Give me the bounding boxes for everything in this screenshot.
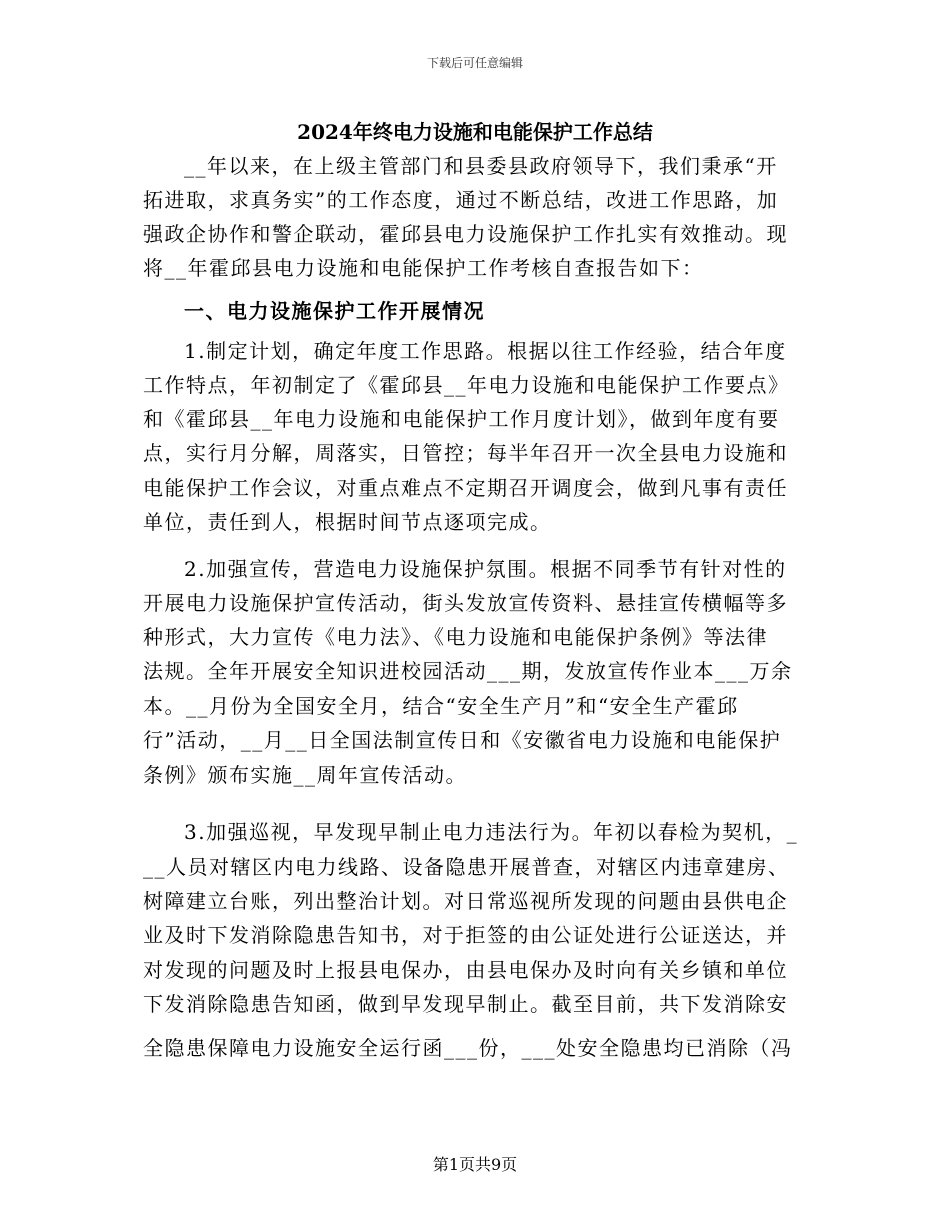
- paragraph-line: 对发现的问题及时上报县电保办，由县电保办及时向有关乡镇和单位: [143, 958, 788, 982]
- paragraph-line: 业及时下发消除隐患告知书，对于拒签的由公证处进行公证送达，并: [143, 923, 788, 947]
- paragraph-line: 法规。全年开展安全知识进校园活动___期，发放宣传作业本___万余: [143, 659, 793, 683]
- paragraph-line: 本。__月份为全国安全月，结合“安全生产月”和“安全生产霍邱: [143, 694, 739, 718]
- paragraph-line: 1.制定计划，确定年度工作思路。根据以往工作经验，结合年度: [184, 339, 787, 363]
- paragraph-line: 条例》颁布实施__周年宣传活动。: [143, 763, 467, 787]
- paragraph-line: __年以来，在上级主管部门和县委县政府领导下，我们秉承“开: [184, 154, 778, 178]
- paragraph-line: 开展电力设施保护宣传活动，街头发放宣传资料、悬挂宣传横幅等多: [143, 591, 788, 615]
- paragraph-line: 单位，责任到人，根据时间节点逐项完成。: [143, 510, 552, 534]
- paragraph-line: 和《霍邱县__年电力设施和电能保护工作月度计划》，做到年度有要: [143, 407, 780, 431]
- paragraph-line: 将__年霍邱县电力设施和电能保护工作考核自查报告如下：: [143, 256, 704, 280]
- paragraph-line: 种形式，大力宣传《电力法》、《电力设施和电能保护条例》等法律: [143, 625, 768, 649]
- paragraph-line: __人员对辖区内电力线路、设备隐患开展普查，对辖区内违章建房、: [143, 855, 790, 879]
- document-title: 2024年终电力设施和电能保护工作总结: [297, 120, 653, 144]
- paragraph-line: 工作特点，年初制定了《霍邱县__年电力设施和电能保护工作要点》: [143, 373, 790, 397]
- page-footer: 第1页共9页: [432, 1155, 518, 1174]
- paragraph-line: 强政企协作和警企联动，霍邱县电力设施保护工作扎实有效推动。现: [143, 222, 788, 246]
- paragraph-line: 2.加强宣传，营造电力设施保护氛围。根据不同季节有针对性的: [184, 557, 787, 581]
- paragraph-line: 电能保护工作会议，对重点难点不定期召开调度会，做到凡事有责任: [143, 476, 788, 500]
- page-header: 下载后可任意编辑: [426, 56, 523, 70]
- paragraph-line: 树障建立台账，列出整治计划。对日常巡视所发现的问题由县供电企: [143, 889, 788, 913]
- paragraph-line: 全隐患保障电力设施安全运行函___份，___处安全隐患均已消除（冯: [143, 1036, 793, 1060]
- paragraph-line: 行”活动，__月__日全国法制宣传日和《安徽省电力设施和电能保护: [143, 728, 782, 752]
- paragraph-line: 下发消除隐患告知函，做到早发现早制止。截至目前，共下发消除安: [143, 992, 788, 1016]
- paragraph-line: 点，实行月分解，周落实，日管控；每半年召开一次全县电力设施和: [143, 441, 788, 465]
- paragraph-line: 拓进取，求真务实”的工作态度，通过不断总结，改进工作思路，加: [143, 188, 779, 212]
- section-heading: 一、电力设施保护工作开展情况: [184, 299, 485, 323]
- paragraph-line: 3.加强巡视，早发现早制止电力违法行为。年初以春检为契机，_: [184, 820, 799, 844]
